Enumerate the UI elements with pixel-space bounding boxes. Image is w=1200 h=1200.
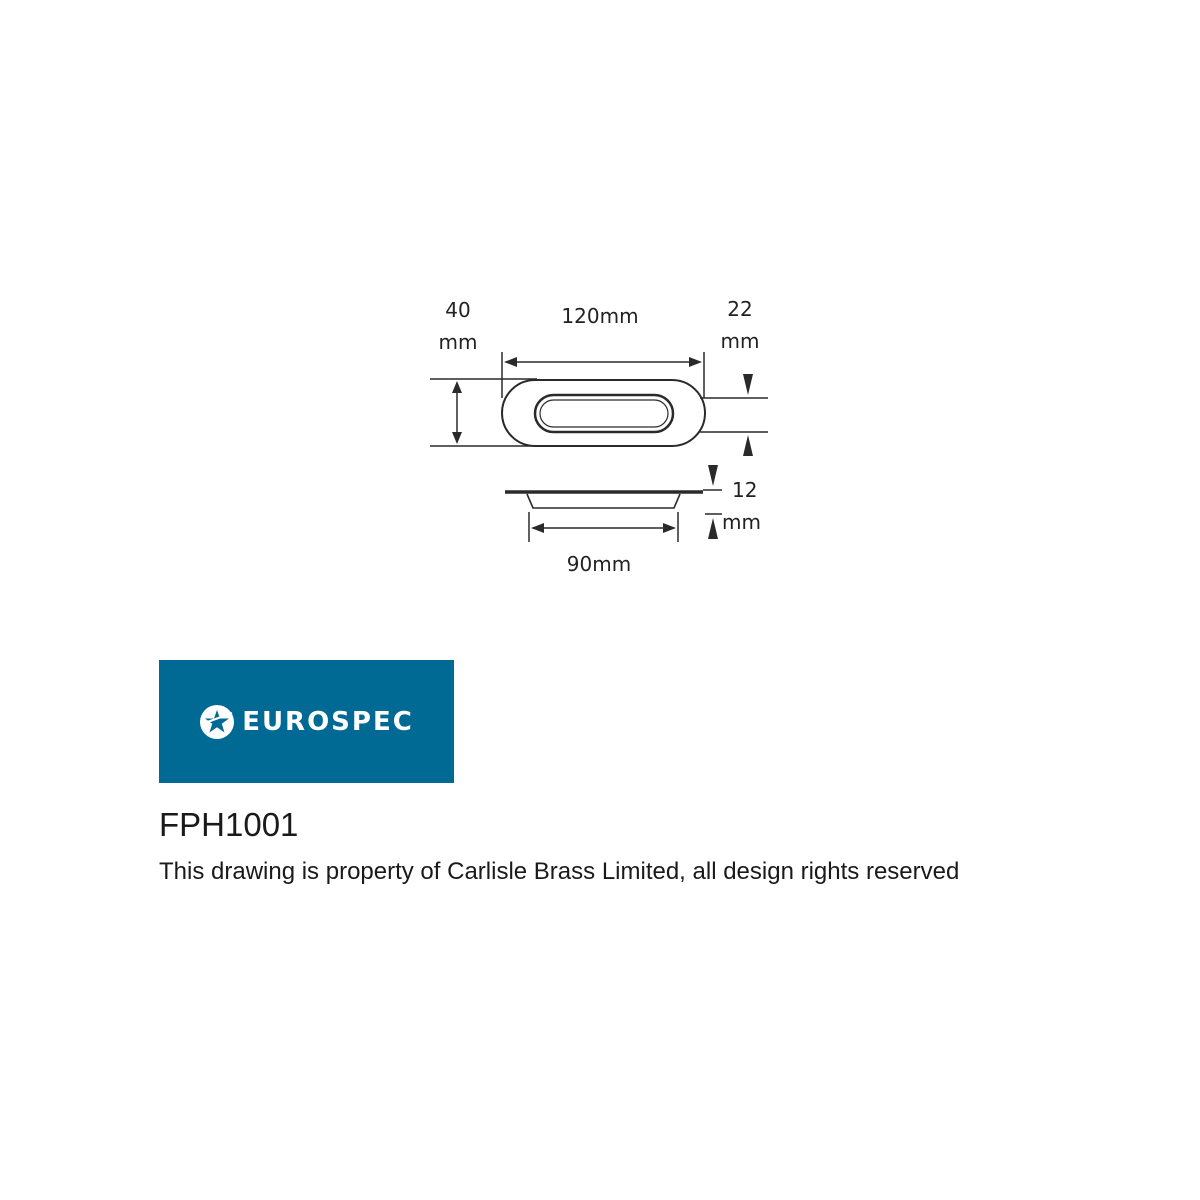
depth-label-unit: mm (722, 510, 761, 534)
recess-arrow-down (743, 374, 753, 395)
rights-notice: This drawing is property of Carlisle Brass Limited, all design rights reserved (159, 858, 960, 885)
brand-name: EUROSPEC (242, 706, 414, 737)
star-circle-icon (199, 704, 235, 740)
base-length-label: 90mm (566, 552, 632, 576)
height-label-value: 40 (445, 298, 471, 322)
inner-recess-inner-edge (540, 400, 668, 427)
length-arrow-left (504, 357, 517, 367)
profile-body (527, 494, 680, 508)
base-arrow-right (663, 523, 676, 533)
length-arrow-right (689, 357, 702, 367)
height-label-unit: mm (438, 330, 478, 354)
outer-plate (502, 380, 705, 446)
base-arrow-left (531, 523, 544, 533)
height-arrow-up (452, 381, 462, 393)
height-arrow-down (452, 432, 462, 444)
depth-arrow-up (708, 518, 718, 539)
recess-arrow-up (743, 435, 753, 456)
logo-content (199, 704, 414, 740)
depth-label-value: 12 (732, 478, 758, 502)
product-code: FPH1001 (159, 806, 299, 843)
depth-arrow-down (708, 465, 718, 486)
eurospec-logo (159, 660, 454, 783)
recess-label-value: 22 (727, 297, 753, 321)
length-label: 120mm (561, 304, 639, 328)
recess-label-unit: mm (720, 329, 760, 353)
